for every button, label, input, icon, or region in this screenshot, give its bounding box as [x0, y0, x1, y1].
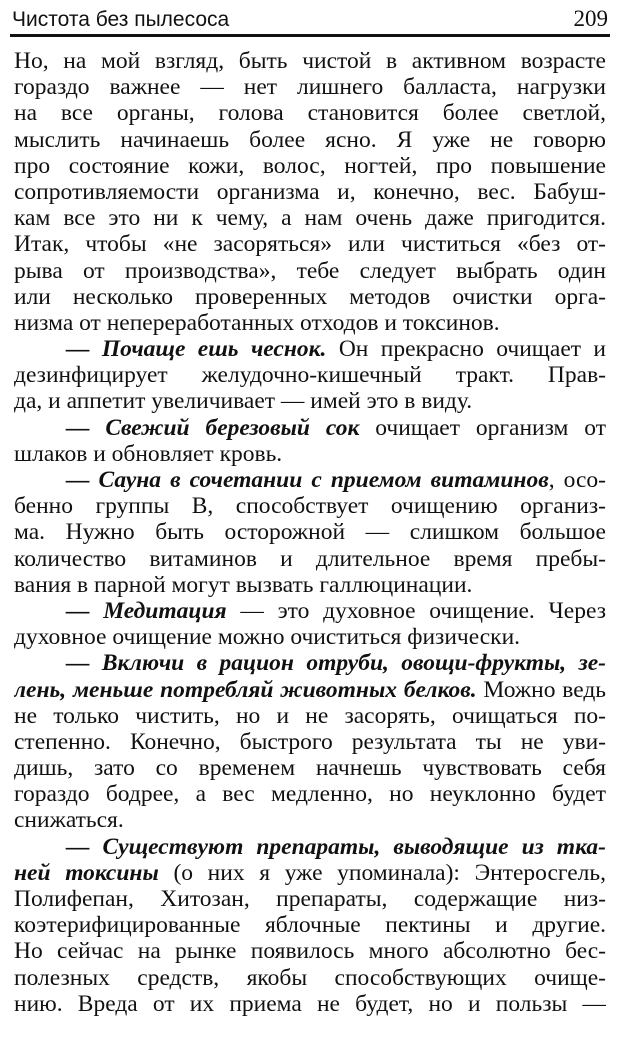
text-line: [14, 729, 606, 755]
text-line: [14, 284, 606, 310]
text-run: рыва от производства», тебе следует выбрать один: [14, 257, 606, 284]
text-line: [14, 677, 606, 703]
text-line: [14, 807, 606, 833]
text-line: [14, 886, 606, 912]
text-line: [14, 493, 606, 519]
chapter-title: Чистота без пылесоса: [12, 8, 230, 31]
text-run: Итак, чтобы «не засоряться» или чиститься «без от-: [14, 231, 606, 258]
text-run: да, и аппетит увеличивает — имей это в виду.: [14, 388, 473, 415]
text-run: Но сейчас на рынке появилось много абсолютно бес-: [14, 938, 606, 965]
text-run: не только чистить, но и не засорять, очищаться по-: [14, 702, 606, 729]
text-run: духовное очищение можно очиститься физически.: [14, 624, 521, 651]
text-line: [14, 991, 606, 1017]
body-text: [14, 48, 606, 1017]
text-line: [14, 388, 606, 414]
text-line: [14, 179, 606, 205]
text-run: количество витаминов и длительное время пребы-: [14, 545, 606, 572]
text-line: [14, 205, 606, 231]
text-line: [14, 100, 606, 126]
text-line: [14, 74, 606, 100]
text-run: вания в парной могут вызвать галлюцинации.: [14, 571, 473, 598]
text-run: или несколько проверенных методов очистки орга-: [14, 283, 606, 310]
italic-phrase: — Сауна в сочетании с приемом витаминов: [66, 467, 549, 493]
text-run: гораздо важнее — нет лишнего балласта, нагрузки: [14, 74, 606, 101]
text-run: степенно. Конечно, быстрого результата ты не уви-: [14, 728, 606, 755]
italic-phrase: — Медитация: [66, 597, 227, 624]
text-run: (о них я уже упоминала): Энтеросгель,: [158, 859, 606, 886]
italic-phrase: — Почаще ешь чеснок.: [66, 336, 327, 363]
text-run: очищает организм от: [359, 414, 606, 441]
text-run: Но, на мой взгляд, быть чистой в активном возрасте: [14, 48, 606, 74]
text-line: [14, 231, 606, 257]
text-run: ма. Нужно быть осторожной — слишком большое: [14, 519, 606, 546]
text-line: [14, 781, 606, 807]
text-line: [14, 362, 606, 388]
text-line: [14, 415, 606, 441]
text-run: про состояние кожи, волос, ногтей, про повышение: [14, 152, 606, 179]
text-run: Он прекрасно очищает и: [326, 336, 606, 363]
text-line: [14, 938, 606, 964]
italic-phrase: — Свежий березовый сок: [66, 414, 360, 441]
text-line: [14, 703, 606, 729]
text-line: [14, 860, 606, 886]
text-run: , осо-: [548, 467, 606, 493]
text-line: [14, 441, 606, 467]
text-run: дезинфицирует желудочно-кишечный тракт. Прав-: [14, 362, 606, 389]
italic-phrase: — Существуют препараты, выводящие из тка-: [66, 833, 606, 860]
text-run: кам все это ни к чему, а нам очень даже пригодится.: [14, 205, 606, 232]
text-line: [14, 153, 606, 179]
text-run: сопротивляемости организма и, конечно, вес. Бабуш-: [14, 178, 606, 205]
text-line: [14, 519, 606, 545]
text-run: шлаков и обновляет кровь.: [14, 440, 283, 467]
text-run: коэтерифицированные яблочные пектины и другие.: [14, 912, 606, 939]
italic-phrase: лень, меньше потребляй животных белков.: [14, 676, 477, 703]
text-line: [14, 127, 606, 153]
text-run: Полифепан, Хитозан, препараты, содержащие низ-: [14, 886, 606, 912]
text-run: — это духовное очищение. Через: [226, 597, 606, 624]
italic-phrase: — Включи в рацион отруби, овощи-фрукты, зе-: [66, 650, 606, 677]
header-rule: [10, 34, 610, 37]
text-run: дишь, зато со временем начнешь чувствовать себя: [14, 755, 606, 782]
text-line: [14, 624, 606, 650]
text-run: мыслить начинаешь более ясно. Я уже не говорю: [14, 126, 606, 153]
text-line: [14, 965, 606, 991]
text-line: [14, 598, 606, 624]
text-run: нию. Вреда от их приема не будет, но и пользы —: [14, 990, 606, 1017]
text-run: бенно группы В, способствует очищению организ-: [14, 493, 606, 520]
running-head: [12, 4, 608, 32]
text-line: [14, 755, 606, 781]
text-run: на все органы, голова становится более светлой,: [14, 100, 606, 127]
page-number: 209: [573, 6, 608, 31]
text-line: [14, 572, 606, 598]
text-line: [14, 650, 606, 676]
text-run: гораздо бодрее, а вес медленно, но неуклонно будет: [14, 781, 606, 808]
text-run: Можно ведь: [476, 676, 606, 703]
text-run: снижаться.: [14, 807, 124, 834]
text-line: [14, 467, 606, 493]
text-run: низма от непереработанных отходов и токсинов.: [14, 309, 500, 336]
italic-phrase: ней токсины: [14, 859, 159, 886]
text-line: [14, 48, 606, 74]
text-line: [14, 336, 606, 362]
text-line: [14, 546, 606, 572]
text-line: [14, 912, 606, 938]
text-run: полезных средств, якобы способствующих очище-: [14, 964, 606, 991]
text-line: [14, 834, 606, 860]
text-line: [14, 310, 606, 336]
text-line: [14, 258, 606, 284]
